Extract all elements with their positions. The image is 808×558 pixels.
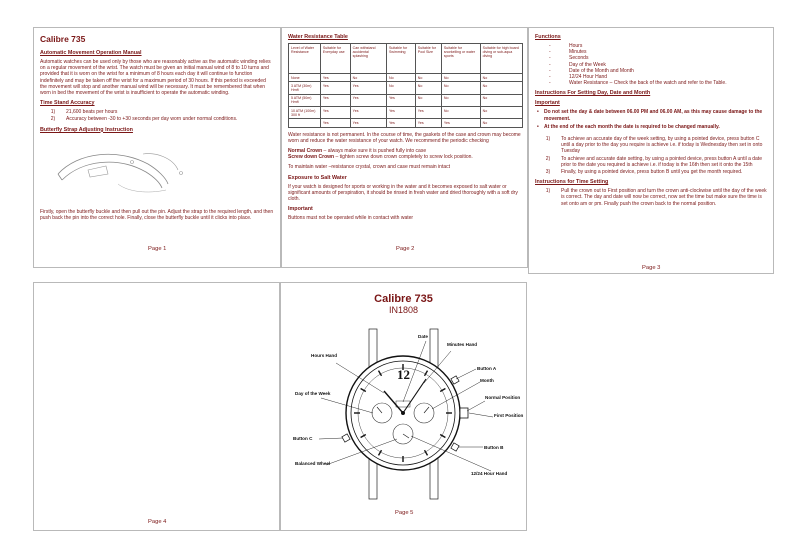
label-button-a: Button A [477,366,497,371]
water-resistance-table [288,43,523,128]
automatic-movement-text: Automatic watches can be used only by those who are reasonably active as the automatic winding relies on a regular movement of the wrist. The watch must be given an initial manual wind of 8 to 10 turns and provided that it is worn on the wrist for a minimum of 8 hours each day it will continue to function indefinitely and may be taken off the wrist for a maximum period of 30 hours. If this period is exceeded the movement will stop and another manual wind will be necessary. It must be remembered that when worn in bed the movement of the wrist is insufficient to operate the automatic winding. [40,59,271,97]
page-number: Page 5 [395,510,414,516]
page-5 [280,282,527,531]
label-day-of-week: Day of the Week [295,391,331,396]
label-hours-hand: Hours Hand [311,353,338,358]
normal-crown-line: Normal Crown – always make sure it is pushed fully into case [288,148,427,155]
label-minutes-hand: Minutes Hand [447,342,478,347]
heading-important: Important [288,206,313,213]
list-item: - Minutes [549,49,587,56]
page-number: Page 1 [148,246,167,252]
label-first-position: First Position [494,413,524,418]
list-item: - Day of the Week [549,61,606,68]
list-item: - Date of the Month and Month [549,67,634,74]
page-number: Page 3 [642,265,661,271]
functions-list [535,43,767,86]
list-item: • At the end of the each month the date is required to be changed manually. [537,123,720,130]
list-item: - 12/24 Hour Hand [549,74,608,81]
list-item: 2) Accuracy between -30 to +30 seconds per day worn under normal conditions. [50,116,238,123]
heading-functions: Functions [535,34,561,40]
label-date: Date [418,334,428,339]
heading-time-stand-accuracy: Time Stand Accuracy [40,100,95,107]
page-number: Page 2 [396,246,415,252]
page-number: Page 4 [148,519,167,525]
table-header: Level of Water Resistance [289,44,321,74]
label-button-b: Button B [484,445,504,450]
table-header: Suitable for Everyday use [320,44,350,74]
water-resistance-text: Water resistance is not permanent. In the course of time, the gaskets of the case and crown may become worn and reduce the water resistance of your watch. We recommend the periodic checking [288,131,521,144]
heading-salt-water: Exposure to Salt Water [288,174,347,181]
important-text: Buttons must not be operated while in contact with water [288,215,414,222]
table-row: 10 ATM (100m) 300 ft Yes Yes Yes Yes No No [289,107,523,119]
heading-water-resistance-table: Water Resistance Table [288,34,348,40]
cover-subtitle: IN1808 [388,305,419,315]
page-3 [528,27,774,274]
table-row: Yes Yes Yes Yes Yes No [289,119,523,127]
heading-time-setting: Instructions for Time Setting [535,179,609,186]
label-balanced-wheel: Balanced Wheel [295,461,331,466]
label-month: Month [480,378,494,383]
table-header: Can withstand accidental splashing [350,44,386,74]
list-item: 1) 21,600 beats per hours [50,109,118,116]
button-c [342,434,350,442]
table-header: Suitable for high board diving or sub-aqua diving [480,44,522,74]
table-header: Suitable for snorkelling or water sports [441,44,480,74]
label-12-24-hour-hand: 12/24 Hour Hand [471,471,508,476]
list-item: - Seconds [549,55,589,62]
butterfly-strap-text: Firstly, open the butterfly buckle and then pull out the pin. Adjust the strap to the required length, and then push back the pin into the correct hole. Finally, close the butterfly buckle until it clicks into place. [40,208,274,221]
heading-butterfly-strap: Butterfly Strap Adjusting Instruction [40,126,133,133]
crown [460,408,468,418]
list-item: 3) Finally, by using a pointed device, press button B until you get the month required. [545,169,743,176]
heading-setting-instructions: Instructions For Setting Day, Date and Month [535,90,651,97]
table-row: 3 ATM (30m) Hmft Yes Yes No No No No [289,82,523,94]
time-steps-list [535,188,767,207]
salt-water-text: If your watch is designed for sports or working in the water and it becomes exposed to salt water or significant amounts of perspiration, it should be rinsed in fresh water and dried thoroughly with a soft dry cloth. [288,183,518,203]
butterfly-strap-illustration [48,140,198,200]
label-button-c: Button C [293,436,313,441]
svg-text:12: 12 [397,367,410,382]
list-item: 2) To achieve and accurate date setting, by using a pointed device, press button A until a date prior to the date you required is achieve i.e. if today is the 16th then set it onto the 15th [545,155,762,168]
table-row: None Yes No No No No No [289,74,523,82]
table-header-row [289,44,523,74]
setting-steps-list [535,136,767,175]
important-list [535,109,767,130]
table-row: 5 ATM (50m) Hmft Yes Yes Yes No No No [289,94,523,106]
heading-important: Important [535,100,560,107]
list-item: - Hours [549,43,583,49]
cover-title: Calibre 735 [374,293,433,305]
maintain-text: To maintain water –resistance crystal, crown and case must remain intact [288,164,451,171]
label-normal-position: Normal Position [485,395,521,400]
button-b [451,443,459,451]
watch-diagram [281,313,527,508]
list-item: - Water Resistance – Check the back of the watch and refer to the Table. [549,80,727,87]
page-2 [281,27,528,268]
list-item: 1) Pull the crown out to First position and turn the crown anti-clockwise until the day of the week is correct. The day and date will now be correct, now set the time but make sure the time is set onto am or pm. Finally push the crown back to the normal position. [545,188,767,207]
page-1 [33,27,281,268]
list-item: 1) To achieve an accurate day of the week setting, by using a pointed device, press button C until a day prior to the day you require is achieve i.e. if today is Wednesday then set in onto Tuesday [545,136,763,155]
table-header: Suitable for Pool Size [415,44,441,74]
table-header: Suitable for Swimming [386,44,415,74]
list-item: • Do not set the day & date between 06.00 PM and 06.00 AM, as this may cause damage to the movement. [537,109,763,122]
page-1-title: Calibre 735 [40,34,86,44]
heading-automatic-movement: Automatic Movement Operation Manual [40,50,142,56]
page-4 [33,282,280,531]
screw-crown-line: Screw down Crown – tighten screw down crown completely to screw lock position. [288,154,473,161]
accuracy-list [40,109,274,122]
